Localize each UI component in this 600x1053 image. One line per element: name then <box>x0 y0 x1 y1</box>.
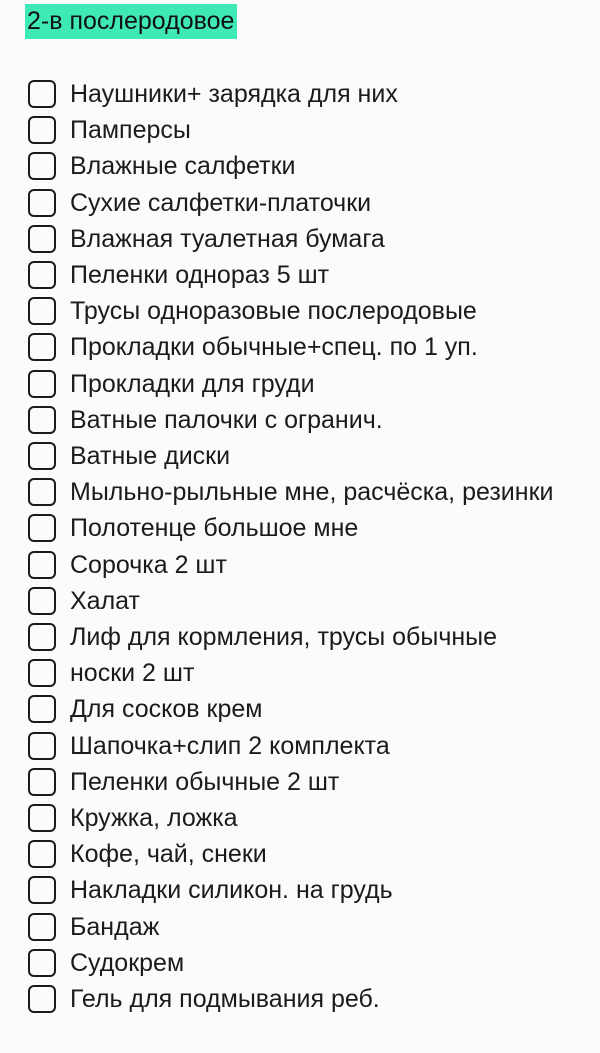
checklist-item-label[interactable]: Прокладки обычные+спец. по 1 уп. <box>70 333 478 362</box>
checklist-item-label[interactable]: Трусы одноразовые послеродовые <box>70 297 477 326</box>
checkbox-icon[interactable] <box>28 551 56 579</box>
checkbox-icon[interactable] <box>28 225 56 253</box>
checklist-item-label[interactable]: Ватные диски <box>70 442 231 471</box>
checklist-item-label[interactable]: Сухие салфетки-платочки <box>70 188 372 217</box>
checkbox-icon[interactable] <box>28 80 56 108</box>
checkbox-icon[interactable] <box>28 804 56 832</box>
checkbox-icon[interactable] <box>28 442 56 470</box>
checklist-item <box>28 293 588 329</box>
checklist-item <box>28 474 588 510</box>
checklist-item-label[interactable]: Шапочка+слип 2 комплекта <box>70 731 390 760</box>
checklist-item-label[interactable]: Сорочка 2 шт <box>70 550 227 579</box>
checklist-item-label[interactable]: Ватные палочки с огранич. <box>70 405 383 434</box>
checkbox-icon[interactable] <box>28 514 56 542</box>
checklist-item-label[interactable]: Прокладки для груди <box>70 369 315 398</box>
checklist-item-label[interactable]: Кружка, ложка <box>70 804 238 833</box>
note-title: 2-в послеродовое <box>25 4 237 39</box>
checklist-item <box>28 728 588 764</box>
checklist-item <box>28 185 588 221</box>
checkbox-icon[interactable] <box>28 623 56 651</box>
checklist-item <box>28 655 588 691</box>
checkbox-icon[interactable] <box>28 840 56 868</box>
checklist-item-label[interactable]: Влажная туалетная бумага <box>70 224 385 253</box>
checkbox-icon[interactable] <box>28 913 56 941</box>
checklist-item-label[interactable]: Халат <box>70 586 140 615</box>
checklist-item-label[interactable]: Мыльно-рыльные мне, расчёска, резинки <box>70 478 554 507</box>
checklist-item <box>28 872 588 908</box>
checklist-item-label[interactable]: Судокрем <box>70 948 185 977</box>
checkbox-icon[interactable] <box>28 949 56 977</box>
checklist-item <box>28 510 588 546</box>
checkbox-icon[interactable] <box>28 189 56 217</box>
checkbox-icon[interactable] <box>28 768 56 796</box>
checklist-item-label[interactable]: Для сосков крем <box>70 695 263 724</box>
checkbox-icon[interactable] <box>28 297 56 325</box>
checkbox-icon[interactable] <box>28 116 56 144</box>
checklist-item <box>28 221 588 257</box>
checklist-item-label[interactable]: Бандаж <box>70 912 160 941</box>
checklist-item-label[interactable]: носки 2 шт <box>70 659 195 688</box>
checkbox-icon[interactable] <box>28 370 56 398</box>
checklist-item <box>28 764 588 800</box>
checklist-item <box>28 366 588 402</box>
checklist-item-label[interactable]: Влажные салфетки <box>70 152 296 181</box>
checklist-item-label[interactable]: Накладки силикон. на грудь <box>70 876 393 905</box>
checklist-item <box>28 800 588 836</box>
checklist-item <box>28 836 588 872</box>
checkbox-icon[interactable] <box>28 985 56 1013</box>
checklist-item <box>28 981 588 1017</box>
checklist-item <box>28 112 588 148</box>
checkbox-icon[interactable] <box>28 261 56 289</box>
checklist-item <box>28 619 588 655</box>
checklist-item <box>28 402 588 438</box>
checklist-item <box>28 909 588 945</box>
checkbox-icon[interactable] <box>28 478 56 506</box>
checkbox-icon[interactable] <box>28 587 56 615</box>
checklist-item <box>28 329 588 365</box>
checklist-item-label[interactable]: Лиф для кормления, трусы обычные <box>70 623 498 652</box>
checklist-item-label[interactable]: Полотенце большое мне <box>70 514 359 543</box>
checkbox-icon[interactable] <box>28 659 56 687</box>
checklist-item <box>28 691 588 727</box>
checklist-item-label[interactable]: Памперсы <box>70 116 191 145</box>
checklist-item-label[interactable]: Пеленки обычные 2 шт <box>70 767 340 796</box>
checklist-item-label[interactable]: Пеленки однораз 5 шт <box>70 261 330 290</box>
checkbox-icon[interactable] <box>28 695 56 723</box>
checklist-item <box>28 547 588 583</box>
checkbox-icon[interactable] <box>28 732 56 760</box>
checkbox-icon[interactable] <box>28 876 56 904</box>
checklist-item-label[interactable]: Наушники+ зарядка для них <box>70 80 398 108</box>
checklist-item <box>28 257 588 293</box>
checklist-item-label[interactable]: Гель для подмывания реб. <box>70 985 380 1014</box>
checkbox-icon[interactable] <box>28 152 56 180</box>
checklist-item <box>28 76 588 112</box>
checklist-item <box>28 583 588 619</box>
checklist-item <box>28 148 588 184</box>
checkbox-icon[interactable] <box>28 406 56 434</box>
checklist-item <box>28 438 588 474</box>
checklist <box>28 76 588 1017</box>
checkbox-icon[interactable] <box>28 333 56 361</box>
checklist-item-label[interactable]: Кофе, чай, снеки <box>70 840 267 869</box>
checklist-item <box>28 945 588 981</box>
